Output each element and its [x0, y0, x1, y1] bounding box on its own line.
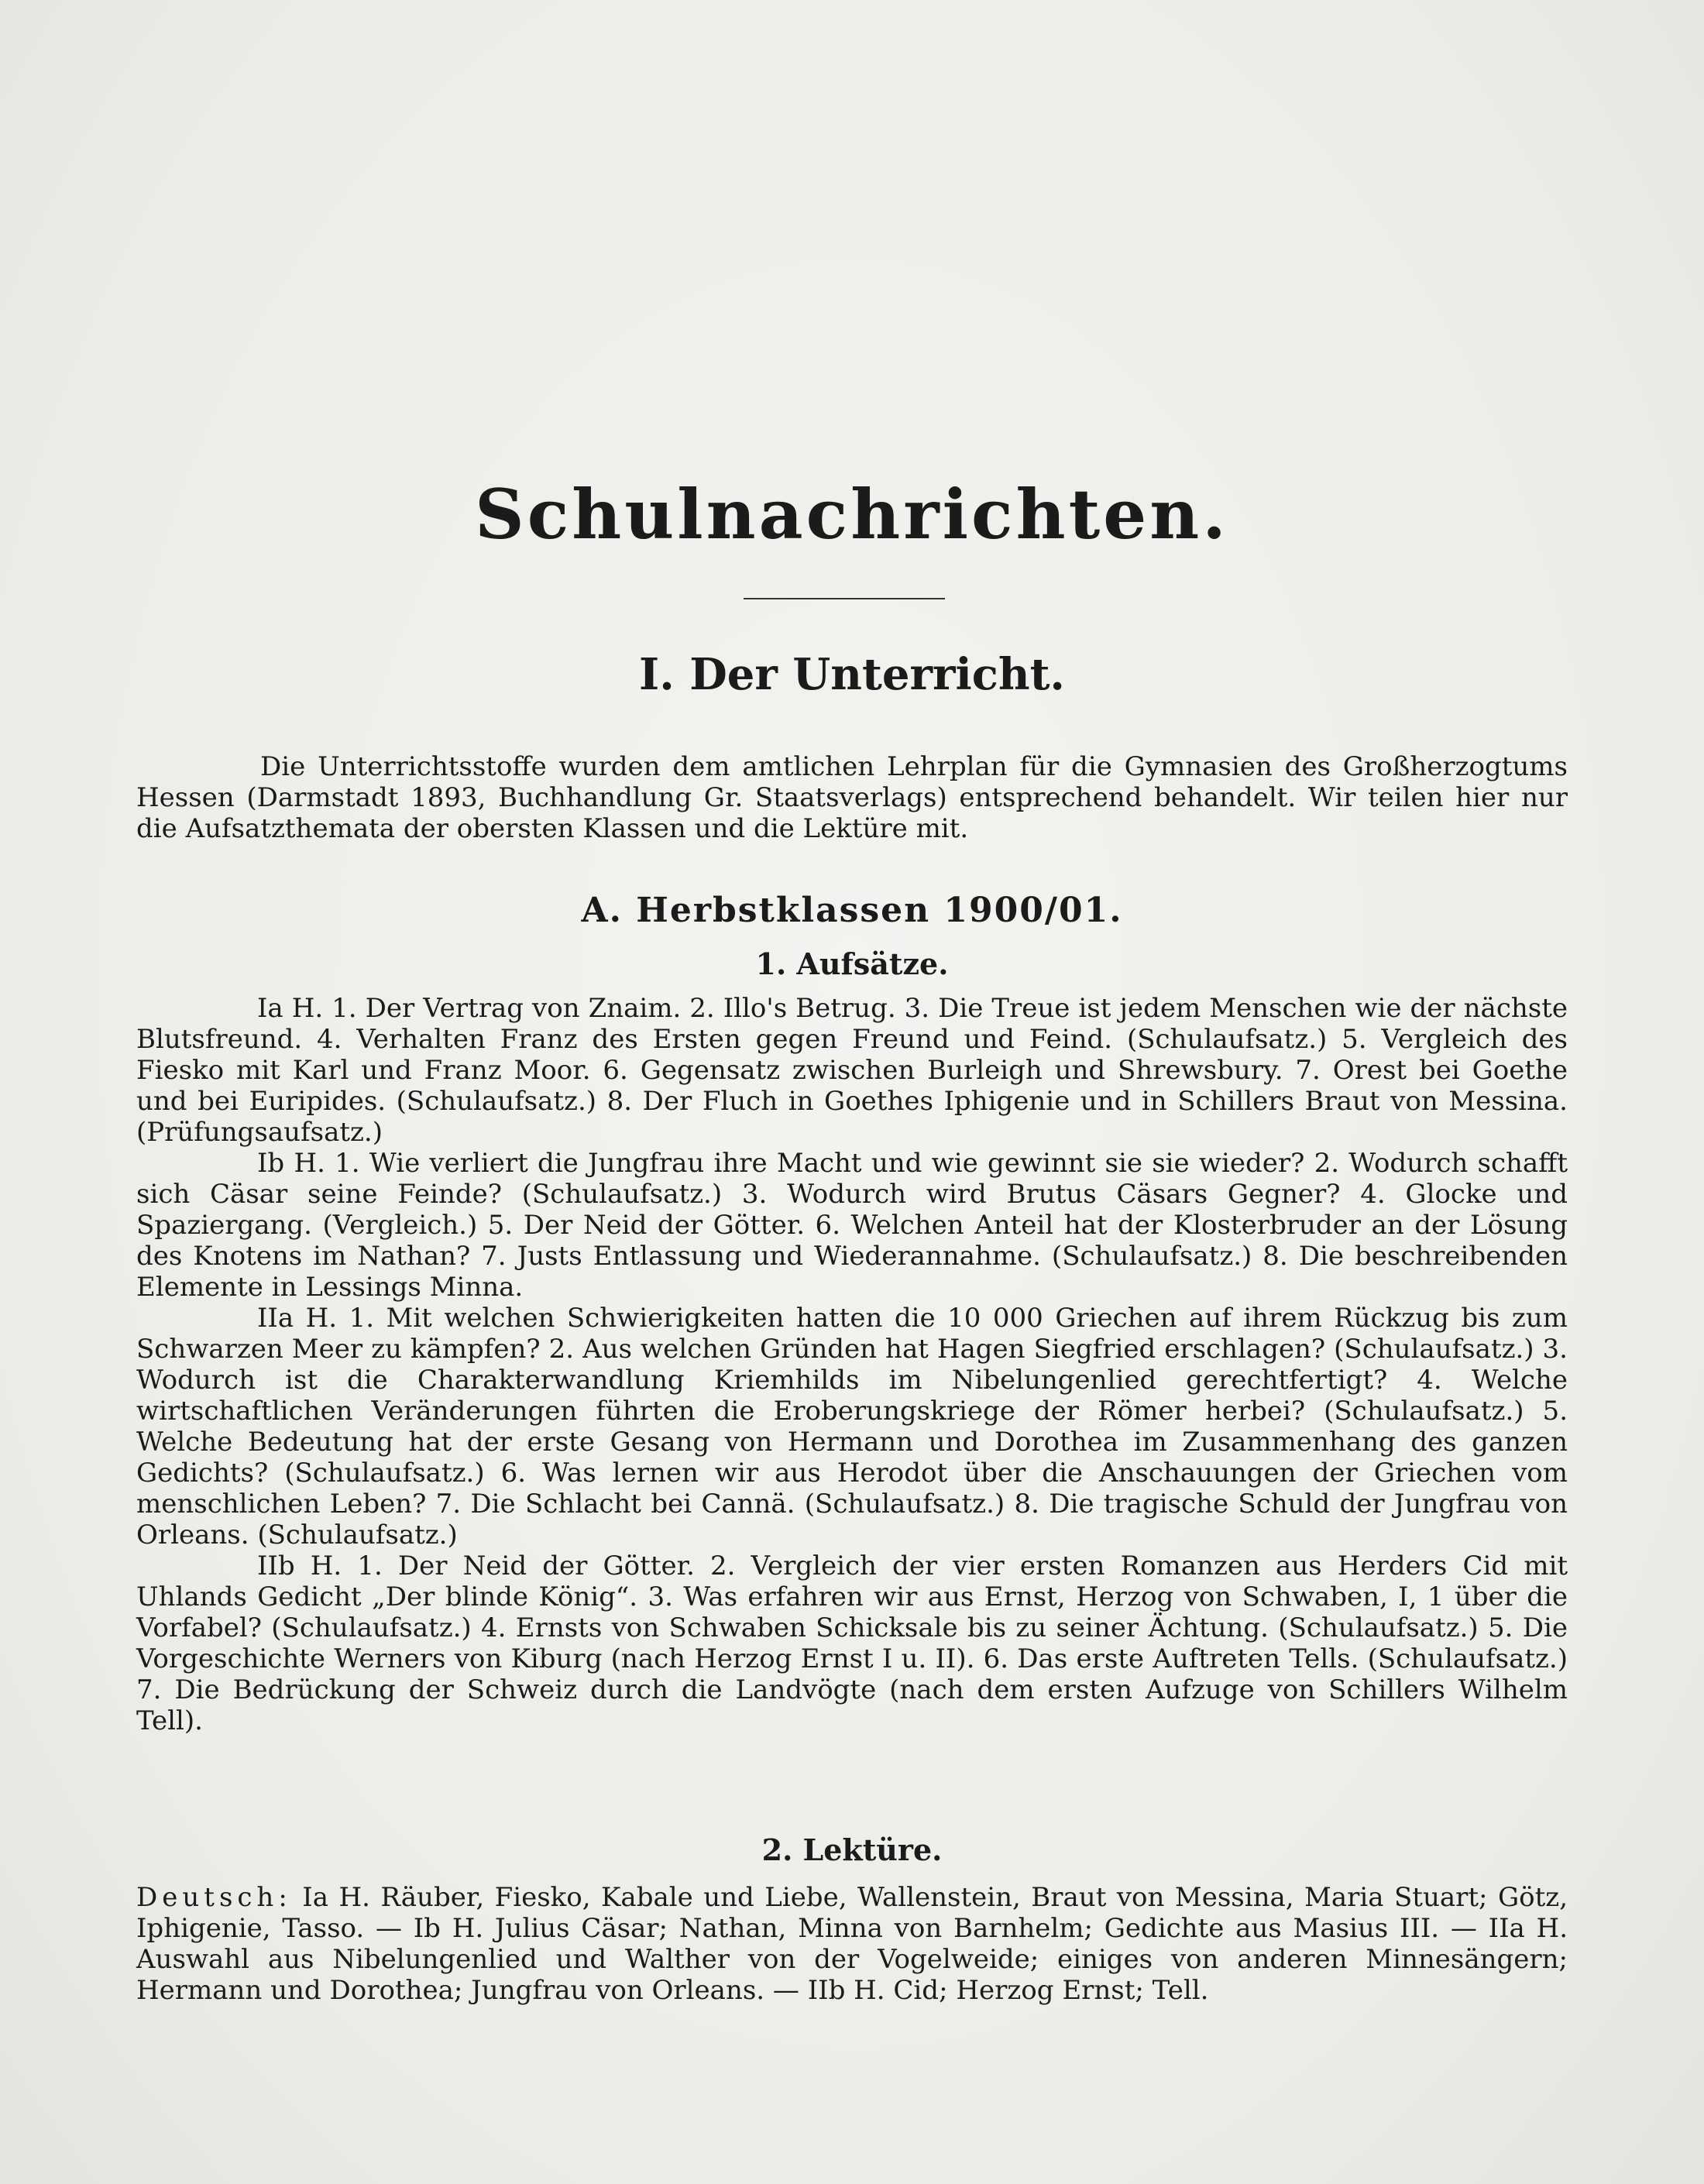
section-title: I. Der Unterricht. [639, 649, 1065, 700]
title-divider [744, 598, 945, 599]
class-label: Ia H. [257, 993, 324, 1024]
intro-paragraph: Die Unterrichtsstoffe wurden dem amtlichen Lehrplan für die Gymnasien des Großherzogtums Hessen (Darmstadt 1893, Buchhandlung Gr. Staatsverlags) entsprechend behandelt. Wir teilen hier nur die Aufsatzthemata der obersten Klassen und die Lektüre mit. [136, 751, 1568, 844]
essay-paragraph [136, 1148, 1568, 1303]
essay-paragraph [136, 1550, 1568, 1736]
lecture-paragraph [136, 1882, 1568, 2006]
class-label: IIb H. [257, 1550, 342, 1581]
class-label: IIa H. [257, 1303, 338, 1334]
page-title: Schulnachrichten. [475, 474, 1229, 555]
subsection-heading-aufsaetze: 1. Aufsätze. [755, 946, 949, 981]
class-label: Ib H. [257, 1148, 325, 1179]
subject-label: Deutsch: [136, 1882, 292, 1913]
essay-paragraph [136, 1303, 1568, 1550]
essay-text: 1. Der Vertrag von Znaim. 2. Illo's Betrug. 3. Die Treue ist jedem Menschen wie der nächste Blutsfreund. 4. Verhalten Franz des Ersten gegen Freund und Feind. (Schulaufsatz.) 5. Vergleich des Fiesko mit Karl und Franz Moor. 6. Gegensatz zwischen Burleigh und Shrewsbury. 7. Orest bei Goethe und bei Euripides. (Schulaufsatz.) 8. Der Fluch in Goethes Iphigenie und in Schillers Braut von Messina. (Prüfungsaufsatz.) [136, 993, 1568, 1148]
lecture-text: Ia H. Räuber, Fiesko, Kabale und Liebe, Wallenstein, Braut von Messina, Maria Stuart; Götz, Iphigenie, Tasso. — Ib H. Julius Cäsar; Nathan, Minna von Barnhelm; Gedichte aus Masius III. — IIa H. Auswahl aus Nibelungenlied und Walther von der Vogelweide; einiges von anderen Minnesängern; Hermann und Dorothea; Jungfrau von Orleans. — IIb H. Cid; Herzog Ernst; Tell. [136, 1882, 1568, 2006]
subsection-heading-lektuere: 2. Lektüre. [761, 1832, 943, 1867]
essay-text: 1. Der Neid der Götter. 2. Vergleich der vier ersten Romanzen aus Herders Cid mit Uhlands Gedicht „Der blinde König“. 3. Was erfahren wir aus Ernst, Herzog von Schwaben, I, 1 über die Vorfabel? (Schulaufsatz.) 4. Ernsts von Schwaben Schicksale bis zu seiner Ächtung. (Schulaufsatz.) 5. Die Vorgeschichte Werners von Kiburg (nach Herzog Ernst I u. II). 6. Das erste Auftreten Tells. (Schulaufsatz.) 7. Die Bedrückung der Schweiz durch die Landvögte (nach dem ersten Aufzuge von Schillers Wilhelm Tell). [136, 1550, 1568, 1736]
essay-topics [136, 993, 1568, 1736]
essay-text: 1. Mit welchen Schwierigkeiten hatten die 10 000 Griechen auf ihrem Rückzug bis zum Schwarzen Meer zu kämpfen? 2. Aus welchen Gründen hat Hagen Siegfried erschlagen? (Schulaufsatz.) 3. Wodurch ist die Charakterwandlung Kriemhilds im Nibelungenlied gerechtfertigt? 4. Welche wirtschaftlichen Veränderungen führten die Eroberungskriege der Römer herbei? (Schulaufsatz.) 5. Welche Bedeutung hat der erste Gesang von Hermann und Dorothea im Zusammenhang des ganzen Gedichts? (Schulaufsatz.) 6. Was lernen wir aus Herodot über die Anschauungen der Griechen vom menschlichen Leben? 7. Die Schlacht bei Cannä. (Schulaufsatz.) 8. Die tragische Schuld der Jungfrau von Orleans. (Schulaufsatz.) [136, 1303, 1568, 1550]
subsection-heading-herbstklassen: A. Herbstklassen 1900/01. [581, 891, 1123, 930]
essay-paragraph [136, 993, 1568, 1148]
essay-text: 1. Wie verliert die Jungfrau ihre Macht und wie gewinnt sie sie wieder? 2. Wodurch schafft sich Cäsar seine Feinde? (Schulaufsatz.) 3. Wodurch wird Brutus Cäsars Gegner? 4. Glocke und Spaziergang. (Vergleich.) 5. Der Neid der Götter. 6. Welchen Anteil hat der Klosterbruder an der Lösung des Knotens im Nathan? 7. Justs Entlassung und Wiederannahme. (Schulaufsatz.) 8. Die beschreibenden Elemente in Lessings Minna. [136, 1148, 1568, 1303]
